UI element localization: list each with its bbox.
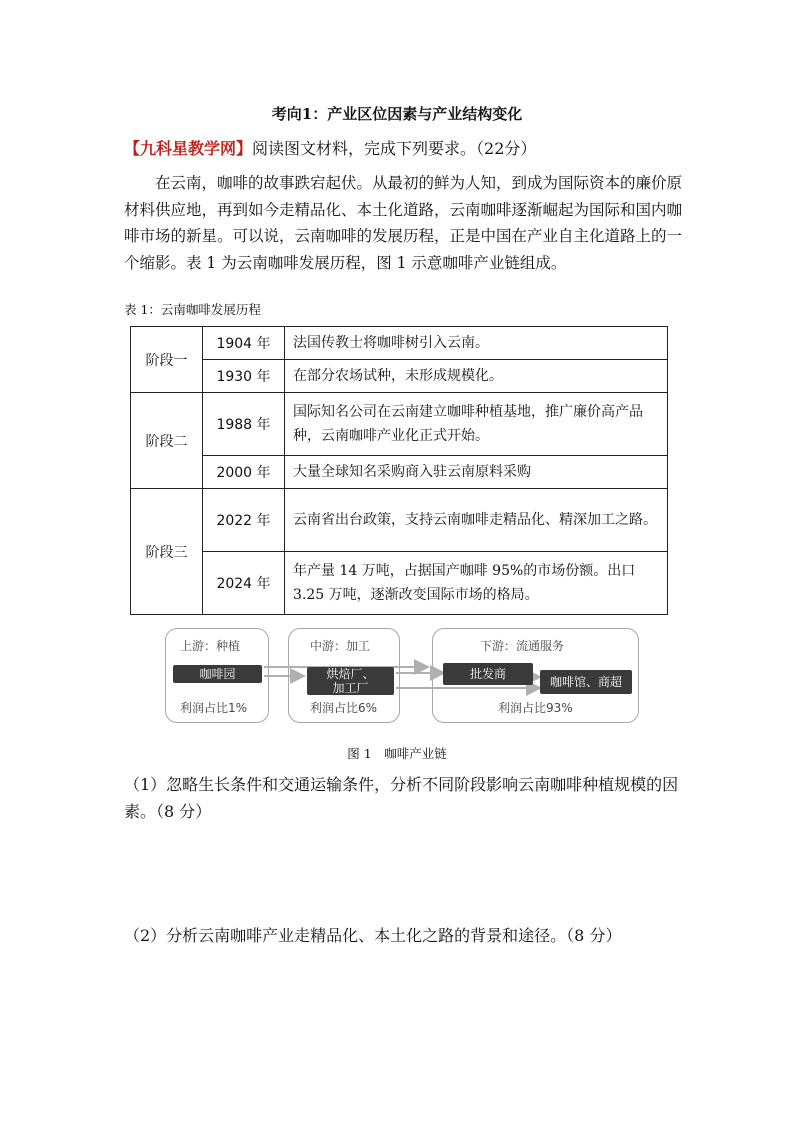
cafe-retail-node [540,670,632,694]
event-cell: 法国传教士将咖啡树引入云南。 [285,327,668,360]
material-paragraph: 在云南，咖啡的故事跌宕起伏。从最初的鲜为人知，到成为国际资本的廉价原材料供应地，再到如今走精品化、本土化道路，云南咖啡逐渐崛起为国际和国内咖啡市场的新星。可以说，云南咖啡的发展历程，正是中国在产业自主化道路上的一个缩影。表 1 为云南咖啡发展历程，图 1 示意咖啡产业链组成。 [124,174,683,272]
industry-chain-diagram [160,625,642,725]
table-row [131,552,668,615]
roastery-label-line2: 加工厂 [332,681,369,695]
year-cell: 1930 年 [203,360,285,393]
question-1: （1）忽略生长条件和交通运输条件，分析不同阶段影响云南咖啡种植规模的因素。（8 分） [124,775,679,821]
coffee-farm-label: 咖啡园 [199,667,236,681]
stage-cell: 阶段一 [131,327,203,393]
history-table [130,326,668,615]
coffee-farm-node [173,665,262,683]
year-cell: 1904 年 [203,327,285,360]
wholesaler-label: 批发商 [469,667,506,681]
event-cell: 云南省出台政策，支持云南咖啡走精品化、精深加工之路。 [285,489,668,552]
midstream-profit: 利润占比6% [310,701,378,715]
year-cell: 1988 年 [203,393,285,456]
event-cell: 年产量 14 万吨，占据国产咖啡 95%的市场份额。出口 3.25 万吨，逐渐改变国际市场的格局。 [285,552,668,615]
upstream-profit: 利润占比1% [180,701,248,715]
year-cell: 2000 年 [203,456,285,489]
event-cell: 大量全球知名采购商入驻云南原料采购 [285,456,668,489]
brand-tag: 【九科星教学网】 [124,139,253,158]
figure-caption: 图 1 咖啡产业链 [347,746,447,761]
wholesaler-node [443,663,533,685]
event-cell: 国际知名公司在云南建立咖啡种植基地，推广廉价高产品种，云南咖啡产业化正式开始。 [285,393,668,456]
table-caption: 表 1：云南咖啡发展历程 [124,302,261,317]
downstream-label: 下游：流通服务 [480,639,565,653]
question-2: （2）分析云南咖啡产业走精品化、本土化之路的背景和途径。（8 分） [124,926,622,945]
intro-text: 阅读图文材料，完成下列要求。（22分） [252,139,537,158]
intro-line [124,136,536,159]
roastery-label-line1: 烘焙厂、 [326,667,375,681]
table-row [131,489,668,552]
event-cell: 在部分农场试种，未形成规模化。 [285,360,668,393]
table-row [131,393,668,456]
downstream-profit: 利润占比93% [498,701,573,715]
midstream-label: 中游：加工 [310,639,371,653]
year-cell: 2022 年 [203,489,285,552]
cafe-retail-label: 咖啡馆、商超 [549,675,622,689]
stage-cell: 阶段二 [131,393,203,489]
table-row [131,456,668,489]
table-row [131,327,668,360]
roastery-node [307,667,394,695]
page-title: 考向1：产业区位因素与产业结构变化 [271,105,523,123]
upstream-label: 上游：种植 [180,639,241,653]
stage-cell: 阶段三 [131,489,203,615]
table-row [131,360,668,393]
year-cell: 2024 年 [203,552,285,615]
